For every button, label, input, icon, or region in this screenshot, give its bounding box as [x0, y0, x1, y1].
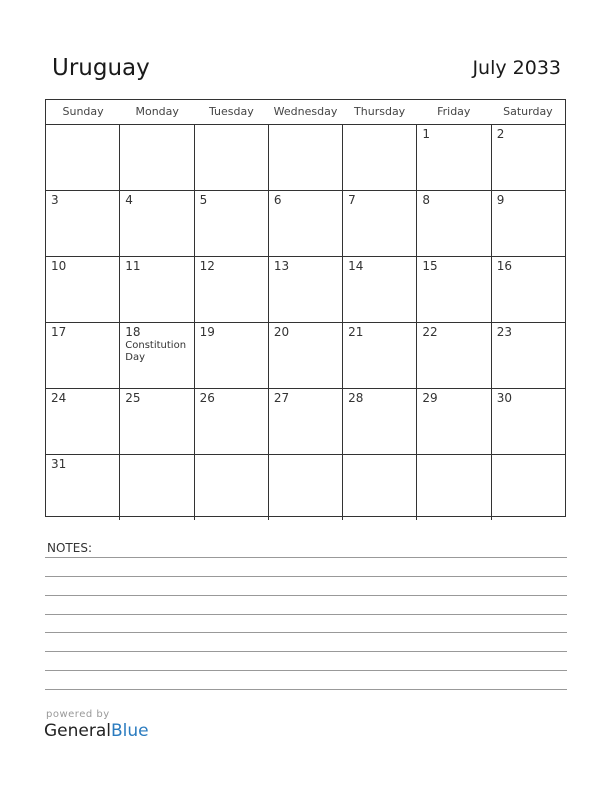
day-number: 31	[51, 457, 67, 471]
day-number: 20	[273, 325, 290, 339]
day-cell[interactable]	[195, 125, 269, 190]
country-title: Uruguay	[52, 55, 150, 81]
day-cell[interactable]	[343, 125, 417, 190]
day-number: 27	[273, 391, 290, 405]
day-number: 1	[422, 127, 431, 141]
day-cell[interactable]	[269, 455, 343, 520]
week-row	[46, 191, 565, 257]
weekday-header-row	[46, 100, 565, 125]
day-number: 3	[51, 193, 59, 207]
day-cell[interactable]	[120, 455, 194, 520]
note-line	[45, 595, 567, 596]
weekday-wednesday: Wednesday	[273, 105, 338, 118]
day-cell[interactable]	[417, 191, 491, 256]
day-cell[interactable]	[343, 389, 417, 454]
note-line	[45, 614, 567, 615]
day-number: 28	[348, 391, 364, 405]
day-number: 29	[422, 391, 438, 405]
weekday-monday: Monday	[135, 105, 179, 118]
day-cell[interactable]	[492, 455, 565, 520]
day-number: 15	[422, 259, 438, 273]
day-cell[interactable]	[492, 125, 565, 190]
day-cell[interactable]	[492, 257, 565, 322]
week-row	[46, 455, 565, 520]
note-line	[45, 689, 567, 690]
day-cell[interactable]	[343, 455, 417, 520]
day-number: 12	[199, 259, 215, 273]
day-cell[interactable]	[492, 389, 565, 454]
day-number: 26	[199, 391, 215, 405]
day-number: 11	[125, 259, 141, 273]
day-number: 9	[496, 193, 505, 207]
day-number: 16	[496, 259, 512, 273]
day-number: 6	[273, 193, 282, 207]
day-number: 13	[273, 259, 290, 273]
weekday-sunday: Sunday	[62, 105, 104, 118]
weekday-thursday: Thursday	[354, 105, 406, 118]
day-cell[interactable]	[343, 191, 417, 256]
note-line	[45, 576, 567, 577]
week-row	[46, 257, 565, 323]
day-number: 14	[348, 259, 364, 273]
day-cell[interactable]	[120, 257, 194, 322]
day-cell[interactable]	[343, 257, 417, 322]
day-number: 22	[422, 325, 438, 339]
day-cell[interactable]	[343, 323, 417, 388]
day-cell[interactable]	[195, 323, 269, 388]
month-year-title: July 2033	[472, 57, 561, 79]
brand-blue-text: Blue	[111, 721, 149, 741]
note-line	[45, 632, 567, 633]
brand-logo	[44, 721, 149, 741]
day-cell[interactable]	[417, 323, 491, 388]
day-number: 7	[348, 193, 356, 207]
day-cell[interactable]	[46, 257, 120, 322]
note-line	[45, 557, 567, 558]
day-number: 10	[51, 259, 67, 273]
day-number: 24	[51, 391, 67, 405]
day-cell[interactable]	[195, 455, 269, 520]
note-line	[45, 670, 567, 671]
day-cell[interactable]	[269, 389, 343, 454]
day-number: 30	[496, 391, 512, 405]
calendar-grid	[45, 99, 566, 517]
week-row	[46, 323, 565, 389]
weeks-container	[46, 125, 565, 520]
notes-label: NOTES:	[47, 541, 92, 555]
day-cell[interactable]	[120, 389, 194, 454]
weekday-friday: Friday	[437, 105, 471, 118]
day-number: 5	[199, 193, 208, 207]
day-cell[interactable]	[46, 125, 120, 190]
day-cell[interactable]	[417, 455, 491, 520]
note-line	[45, 651, 567, 652]
weekday-saturday: Saturday	[503, 105, 553, 118]
brand-general-text: General	[44, 721, 111, 741]
day-cell[interactable]	[492, 323, 565, 388]
day-cell[interactable]	[46, 389, 120, 454]
day-cell[interactable]	[417, 257, 491, 322]
day-cell[interactable]	[492, 191, 565, 256]
day-cell[interactable]	[269, 257, 343, 322]
day-number: 18	[125, 325, 141, 339]
day-number: 21	[348, 325, 364, 339]
day-cell[interactable]	[195, 389, 269, 454]
day-number: 19	[199, 325, 215, 339]
week-row	[46, 389, 565, 455]
day-cell[interactable]	[269, 125, 343, 190]
day-cell[interactable]	[269, 323, 343, 388]
day-cell[interactable]	[417, 389, 491, 454]
holiday-label: Constitution Day	[125, 340, 187, 363]
day-cell[interactable]	[195, 257, 269, 322]
day-number: 2	[496, 127, 505, 141]
day-cell[interactable]	[269, 191, 343, 256]
day-cell[interactable]	[46, 455, 120, 520]
day-number: 23	[496, 325, 512, 339]
day-cell[interactable]	[195, 191, 269, 256]
day-cell[interactable]	[417, 125, 491, 190]
day-cell[interactable]	[46, 323, 120, 388]
powered-by-text: powered by	[46, 709, 110, 720]
day-number: 4	[125, 193, 133, 207]
day-number: 8	[422, 193, 431, 207]
day-cell[interactable]	[120, 323, 194, 388]
day-cell[interactable]	[120, 125, 194, 190]
weekday-tuesday: Tuesday	[208, 105, 254, 118]
day-cell[interactable]	[46, 191, 120, 256]
day-number: 17	[51, 325, 67, 339]
day-cell[interactable]	[120, 191, 194, 256]
day-number: 25	[125, 391, 141, 405]
week-row	[46, 125, 565, 191]
